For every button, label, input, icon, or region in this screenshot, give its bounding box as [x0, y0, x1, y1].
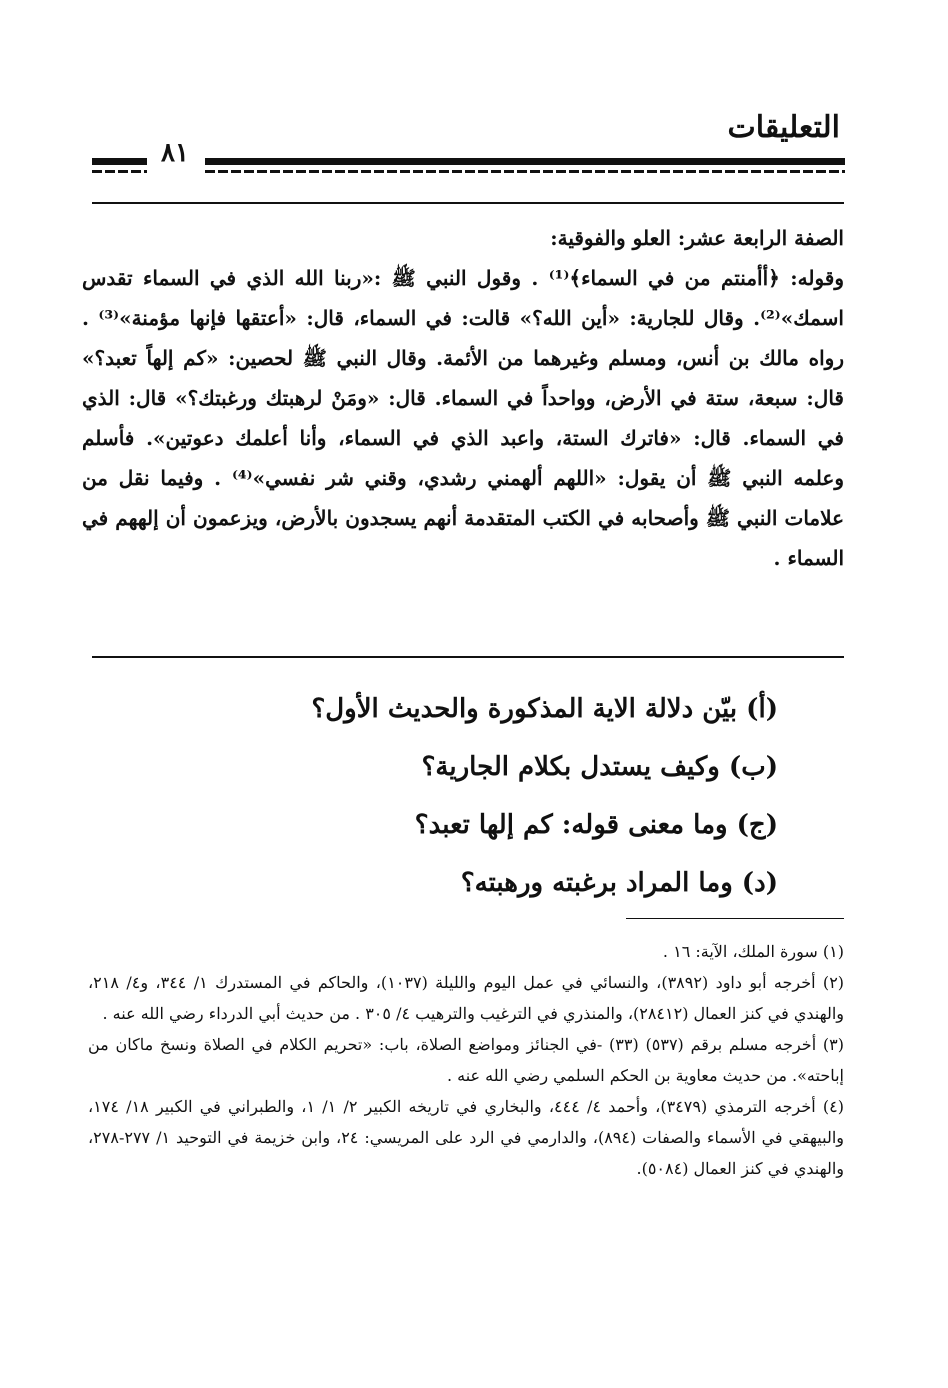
question-item: (ج) وما معنى قوله: كم إلها تعبد؟	[414, 810, 778, 840]
header-dash-right	[205, 170, 845, 173]
footnotes	[88, 936, 844, 1184]
running-header-title: التعليقات	[727, 110, 840, 145]
footnote: (٣) أخرجه مسلم برقم (٥٣٧) (٣٣) -في الجنائز ومواضع الصلاة، باب: «تحريم الكلام في الصلاة ونسخ ماكان من إباحته». من حديث معاوية بن الحكم السلمي رضي الله عنه .	[88, 1035, 845, 1085]
section-paragraph: وقوله: ﴿أأمنتم من في السماء﴾⁽¹⁾ . وقول النبي ﷺ :«ربنا الله الذي في السماء تقدس اسمك»⁽²⁾. وقال للجارية: «أين الله؟» قالت: في السماء، قال: «أعتقها فإنها مؤمنة»⁽³⁾ . رواه مالك بن أنس، ومسلم وغيرهما من الأئمة. وقال النبي ﷺ لحصين: «كم إلهاً تعبد؟» قال: سبعة، ستة في الأرض، وواحداً في السماء. قال: «ومَنْ لرهبتك ورغبتك؟» قال: الذي في السماء. قال: «فاترك الستة، واعبد الذي في السماء، وأنا أعلمك دعوتين». فأسلم وعلمه النبي ﷺ أن يقول: «اللهم ألهمني رشدي، وقني شر نفسي»⁽⁴⁾ . وفيما نقل من علامات النبي ﷺ وأصحابه في الكتب المتقدمة أنهم يسجدون بالأرض، ويزعمون أن إلههم في السماء .	[82, 266, 844, 570]
question-item: (أ) بيّن دلالة الاية المذكورة والحديث الأول؟	[311, 694, 778, 724]
header-rule	[92, 202, 844, 204]
questions-list	[138, 680, 778, 912]
section-rule	[92, 656, 844, 658]
question-item: (د) وما المراد برغبته ورهبته؟	[460, 868, 778, 898]
main-text	[82, 218, 844, 578]
footnote: (٤) أخرجه الترمذي (٣٤٧٩)، وأحمد ٤/ ٤٤٤، والبخاري في تاريخه الكبير ٢/ ١/ ١، والطبراني في الكبير ١٨/ ١٧٤، والبيهقي في الأسماء والصفات (٨٩٤)، والدارمي في الرد على المريسي: ٢٤، وابن خزيمة في التوحيد ١/ ٢٧٧-٢٧٨، والهندي في كنز العمال (٥٠٨٤).	[88, 1097, 845, 1178]
question-item: (ب) وكيف يستدل بكلام الجارية؟	[421, 752, 778, 782]
header-bar-left	[92, 158, 147, 165]
header-bar-right	[205, 158, 845, 165]
footnote: (١) سورة الملك، الآية: ١٦ .	[662, 942, 844, 961]
page-number: ٨١	[161, 138, 189, 168]
section-heading: الصفة الرابعة عشر: العلو والفوقية:	[550, 226, 844, 250]
footnote: (٢) أخرجه أبو داود (٣٨٩٢)، والنسائي في عمل اليوم والليلة (١٠٣٧)، والحاكم في المستدرك ١/ ٣٤٤، و٤/ ٢١٨، والهندي في كنز العمال (٢٨٤١٢)، والمنذري في الترغيب والترهيب ٤/ ٣٠٥ . من حديث أبي الدرداء رضي الله عنه .	[88, 973, 845, 1023]
header-dash-left	[92, 170, 147, 173]
footnote-rule	[626, 918, 844, 919]
